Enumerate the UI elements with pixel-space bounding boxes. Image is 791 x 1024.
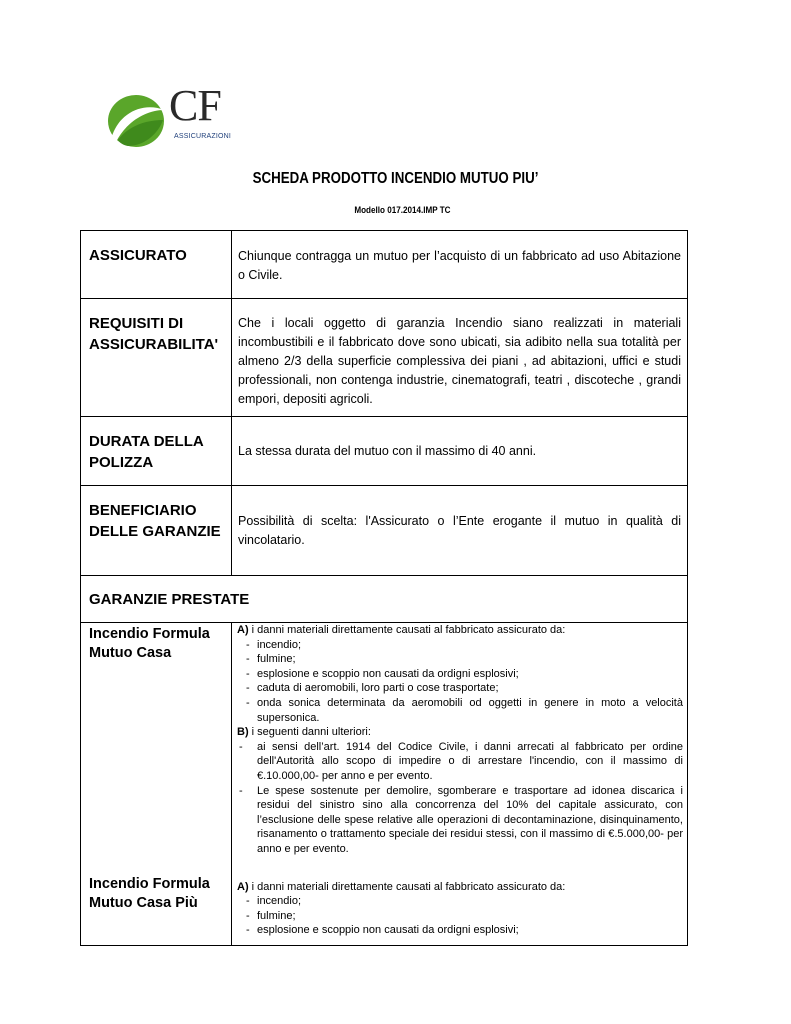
row-label-cell	[81, 231, 232, 299]
logo-text: CF	[169, 81, 221, 130]
section-row	[81, 576, 688, 623]
clause-a-list	[237, 894, 683, 938]
clause-a-list	[237, 638, 683, 726]
table-row	[81, 417, 688, 486]
guarantee-value-cell	[232, 623, 688, 946]
clause-a-intro: A) i danni materiali direttamente causati al fabbricato assicurato da:	[237, 880, 566, 893]
guarantee-detail-mutuo-casa	[232, 623, 687, 857]
page-title: SCHEDA PRODOTTO INCENDIO MUTUO PIU’	[252, 170, 539, 187]
section-cell	[81, 576, 688, 623]
list-item: - caduta di aeromobili, loro parti o cose trasportate;	[246, 682, 499, 695]
clause-a-intro: A) i danni materiali direttamente causati al fabbricato assicurato da:	[237, 624, 566, 636]
row-label-cell	[81, 417, 232, 486]
row-value: Che i locali oggetto di garanzia Incendio siano realizzati in materiali incombustibili e il fabbricato dove sono ubicati, sia adibito nella sua totalità per almeno 2/3 della superficie complessiva dei piani , ad abitazioni, uffici e studi professionali, non contenga industrie, cinematografi, teatri , discoteche , grandi empori, depositi agricoli.	[238, 316, 681, 406]
list-item: - Le spese sostenute per demolire, sgomberare e trasportare ad idonea discarica i residui del sinistro sino alla concorrenza del 10% del capitale assicurato, con l’esclusione delle spese relative alle operazioni di decontaminazione, disinquinamento, risanamento o trattamento speciale dei residui stessi, con il massimo di €.5.000,00- per anno e per evento.	[239, 784, 683, 855]
clause-b-intro: B) i seguenti danni ulteriori:	[237, 726, 371, 739]
logo-subtext: ASSICURAZIONI	[174, 133, 232, 140]
model-code: Modello 017.2014.IMP TC	[353, 205, 451, 215]
list-item: - esplosione e scoppio non causati da ordigni esplosivi;	[246, 667, 519, 680]
guarantee-label-cell	[81, 623, 232, 946]
table-row	[81, 486, 688, 576]
section-title: GARANZIE PRESTATE	[89, 591, 250, 608]
row-label: ASSICURATO	[89, 247, 187, 264]
row-label: BENEFICIARIO DELLE GARANZIE	[89, 502, 221, 540]
logo-swoosh-icon	[106, 90, 168, 150]
company-logo	[106, 81, 246, 150]
list-item: - incendio;	[246, 895, 302, 908]
list-item: - ai sensi dell’art. 1914 del Codice Civile, i danni arrecati al fabbricato per ordine dell'Autorità allo scopo di impedire o di arrestare l'incendio, con il massimo di €.10.000,00- per anno e per evento.	[239, 740, 683, 782]
row-value: Possibilità di scelta: l'Assicurato o l’Ente erogante il mutuo in qualità di vincolatario.	[238, 513, 681, 547]
table-row	[81, 299, 688, 417]
row-value: La stessa durata del mutuo con il massimo di 40 anni.	[238, 443, 537, 458]
guarantee-label-mutuo-casa: Incendio Formula Mutuo Casa	[89, 626, 210, 661]
list-item: - incendio;	[246, 638, 302, 651]
row-value: Chiunque contragga un mutuo per l’acquisto di un fabbricato ad uso Abitazione o Civile.	[238, 249, 681, 282]
guarantee-detail-mutuo-casa-piu	[232, 880, 687, 938]
row-value-cell	[232, 417, 688, 486]
table-row	[81, 231, 688, 299]
row-value-cell	[232, 299, 688, 417]
row-label-cell	[81, 486, 232, 576]
row-value-cell	[232, 486, 688, 576]
guarantee-row	[81, 623, 688, 946]
list-item: - fulmine;	[246, 653, 296, 666]
row-value-cell	[232, 231, 688, 299]
guarantee-label-mutuo-casa-piu: Incendio Formula Mutuo Casa Più	[89, 876, 210, 911]
row-label: REQUISITI DI ASSICURABILITA'	[89, 315, 219, 353]
product-table	[80, 230, 688, 946]
clause-b-list	[237, 740, 683, 857]
row-label-cell	[81, 299, 232, 417]
list-item: - fulmine;	[246, 909, 296, 922]
row-label: DURATA DELLA POLIZZA	[89, 433, 204, 471]
list-item: - esplosione e scoppio non causati da ordigni esplosivi;	[246, 924, 519, 937]
list-item: - onda sonica determinata da aeromobili od oggetti in genere in moto a velocità supersonica.	[246, 696, 683, 724]
